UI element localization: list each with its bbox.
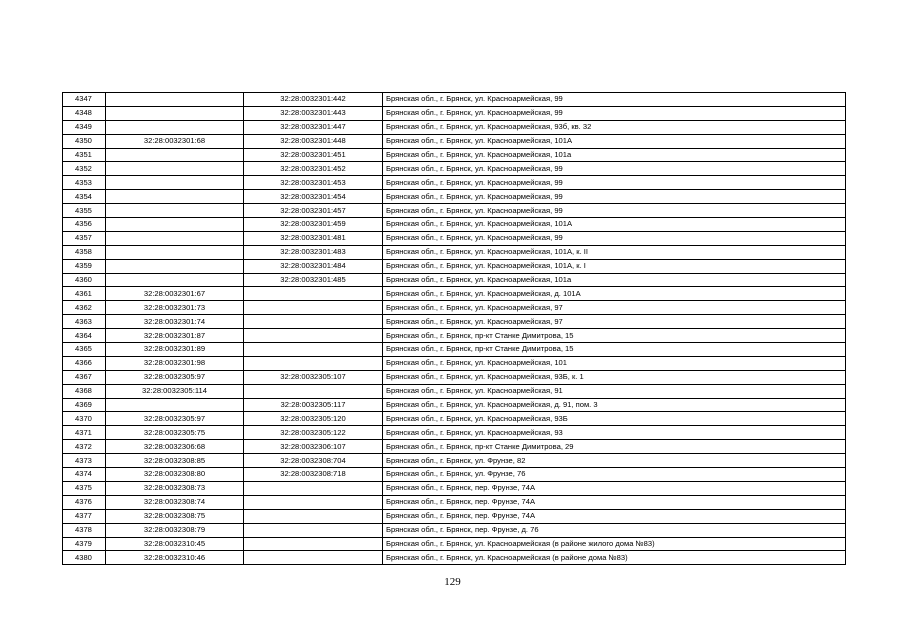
address-cell: Брянская обл., г. Брянск, ул. Красноармейская, 99 bbox=[383, 162, 846, 176]
row-number-cell: 4361 bbox=[63, 287, 106, 301]
land-cadastral-number-cell bbox=[106, 259, 244, 273]
address-cell: Брянская обл., г. Брянск, ул. Красноармейская, 93б, кв. 32 bbox=[383, 120, 846, 134]
table-row bbox=[63, 134, 846, 148]
object-cadastral-number-cell: 32:28:0032301:447 bbox=[244, 120, 383, 134]
table-row bbox=[63, 384, 846, 398]
table-row bbox=[63, 454, 846, 468]
row-number-cell: 4365 bbox=[63, 343, 106, 357]
row-number-cell: 4364 bbox=[63, 329, 106, 343]
row-number-cell: 4378 bbox=[63, 523, 106, 537]
address-cell: Брянская обл., г. Брянск, пер. Фрунзе, 74А bbox=[383, 481, 846, 495]
land-cadastral-number-cell: 32:28:0032301:89 bbox=[106, 343, 244, 357]
table-row bbox=[63, 162, 846, 176]
table-row bbox=[63, 495, 846, 509]
land-cadastral-number-cell: 32:28:0032308:74 bbox=[106, 495, 244, 509]
object-cadastral-number-cell: 32:28:0032301:453 bbox=[244, 176, 383, 190]
row-number-cell: 4359 bbox=[63, 259, 106, 273]
row-number-cell: 4368 bbox=[63, 384, 106, 398]
land-cadastral-number-cell bbox=[106, 398, 244, 412]
address-cell: Брянская обл., г. Брянск, ул. Красноармейская, 93Б, к. 1 bbox=[383, 370, 846, 384]
row-number-cell: 4356 bbox=[63, 218, 106, 232]
row-number-cell: 4377 bbox=[63, 509, 106, 523]
address-cell: Брянская обл., г. Брянск, пер. Фрунзе, д. 76 bbox=[383, 523, 846, 537]
address-cell: Брянская обл., г. Брянск, ул. Красноармейская, 97 bbox=[383, 301, 846, 315]
address-cell: Брянская обл., г. Брянск, пр-кт Станке Димитрова, 15 bbox=[383, 329, 846, 343]
object-cadastral-number-cell bbox=[244, 495, 383, 509]
table-row bbox=[63, 315, 846, 329]
table-row bbox=[63, 176, 846, 190]
land-cadastral-number-cell: 32:28:0032308:79 bbox=[106, 523, 244, 537]
table-row bbox=[63, 551, 846, 565]
table-row bbox=[63, 245, 846, 259]
land-cadastral-number-cell bbox=[106, 106, 244, 120]
row-number-cell: 4376 bbox=[63, 495, 106, 509]
land-cadastral-number-cell: 32:28:0032301:67 bbox=[106, 287, 244, 301]
row-number-cell: 4350 bbox=[63, 134, 106, 148]
address-cell: Брянская обл., г. Брянск, ул. Красноармейская, 93 bbox=[383, 426, 846, 440]
address-cell: Брянская обл., г. Брянск, ул. Фрунзе, 76 bbox=[383, 468, 846, 482]
land-cadastral-number-cell: 32:28:0032308:75 bbox=[106, 509, 244, 523]
object-cadastral-number-cell bbox=[244, 384, 383, 398]
table-body bbox=[63, 93, 846, 565]
address-cell: Брянская обл., г. Брянск, ул. Красноармейская, 93Б bbox=[383, 412, 846, 426]
land-cadastral-number-cell: 32:28:0032308:80 bbox=[106, 468, 244, 482]
row-number-cell: 4355 bbox=[63, 204, 106, 218]
row-number-cell: 4367 bbox=[63, 370, 106, 384]
row-number-cell: 4369 bbox=[63, 398, 106, 412]
row-number-cell: 4351 bbox=[63, 148, 106, 162]
object-cadastral-number-cell bbox=[244, 551, 383, 565]
address-cell: Брянская обл., г. Брянск, ул. Красноармейская, 99 bbox=[383, 204, 846, 218]
land-cadastral-number-cell: 32:28:0032301:87 bbox=[106, 329, 244, 343]
address-cell: Брянская обл., г. Брянск, ул. Красноармейская, 101А, к. II bbox=[383, 245, 846, 259]
table-row bbox=[63, 481, 846, 495]
row-number-cell: 4358 bbox=[63, 245, 106, 259]
row-number-cell: 4373 bbox=[63, 454, 106, 468]
land-cadastral-number-cell bbox=[106, 273, 244, 287]
table-row bbox=[63, 287, 846, 301]
table-row bbox=[63, 273, 846, 287]
object-cadastral-number-cell: 32:28:0032305:122 bbox=[244, 426, 383, 440]
table-row bbox=[63, 356, 846, 370]
table-row bbox=[63, 509, 846, 523]
address-cell: Брянская обл., г. Брянск, ул. Красноармейская, д. 91, пом. 3 bbox=[383, 398, 846, 412]
object-cadastral-number-cell: 32:28:0032301:485 bbox=[244, 273, 383, 287]
row-number-cell: 4362 bbox=[63, 301, 106, 315]
row-number-cell: 4348 bbox=[63, 106, 106, 120]
object-cadastral-number-cell bbox=[244, 287, 383, 301]
object-cadastral-number-cell: 32:28:0032306:107 bbox=[244, 440, 383, 454]
address-cell: Брянская обл., г. Брянск, ул. Красноармейская, 91 bbox=[383, 384, 846, 398]
object-cadastral-number-cell: 32:28:0032305:117 bbox=[244, 398, 383, 412]
address-cell: Брянская обл., г. Брянск, ул. Красноармейская, 101А bbox=[383, 218, 846, 232]
object-cadastral-number-cell bbox=[244, 481, 383, 495]
object-cadastral-number-cell bbox=[244, 537, 383, 551]
address-cell: Брянская обл., г. Брянск, ул. Красноармейская, 99 bbox=[383, 93, 846, 107]
address-cell: Брянская обл., г. Брянск, ул. Красноармейская, 101а bbox=[383, 148, 846, 162]
row-number-cell: 4363 bbox=[63, 315, 106, 329]
land-cadastral-number-cell: 32:28:0032301:74 bbox=[106, 315, 244, 329]
land-cadastral-number-cell: 32:28:0032305:97 bbox=[106, 370, 244, 384]
object-cadastral-number-cell: 32:28:0032308:704 bbox=[244, 454, 383, 468]
land-cadastral-number-cell: 32:28:0032310:46 bbox=[106, 551, 244, 565]
object-cadastral-number-cell: 32:28:0032301:443 bbox=[244, 106, 383, 120]
land-cadastral-number-cell: 32:28:0032305:75 bbox=[106, 426, 244, 440]
table-row bbox=[63, 468, 846, 482]
object-cadastral-number-cell: 32:28:0032305:120 bbox=[244, 412, 383, 426]
object-cadastral-number-cell bbox=[244, 301, 383, 315]
row-number-cell: 4354 bbox=[63, 190, 106, 204]
object-cadastral-number-cell: 32:28:0032301:459 bbox=[244, 218, 383, 232]
land-cadastral-number-cell: 32:28:0032310:45 bbox=[106, 537, 244, 551]
land-cadastral-number-cell bbox=[106, 162, 244, 176]
land-cadastral-number-cell: 32:28:0032306:68 bbox=[106, 440, 244, 454]
row-number-cell: 4352 bbox=[63, 162, 106, 176]
object-cadastral-number-cell: 32:28:0032301:484 bbox=[244, 259, 383, 273]
row-number-cell: 4374 bbox=[63, 468, 106, 482]
object-cadastral-number-cell: 32:28:0032301:448 bbox=[244, 134, 383, 148]
object-cadastral-number-cell: 32:28:0032301:442 bbox=[244, 93, 383, 107]
object-cadastral-number-cell bbox=[244, 329, 383, 343]
page-number: 129 bbox=[444, 576, 461, 588]
land-cadastral-number-cell: 32:28:0032301:98 bbox=[106, 356, 244, 370]
address-cell: Брянская обл., г. Брянск, ул. Красноармейская, 99 bbox=[383, 176, 846, 190]
table-row bbox=[63, 329, 846, 343]
object-cadastral-number-cell: 32:28:0032308:718 bbox=[244, 468, 383, 482]
address-cell: Брянская обл., г. Брянск, ул. Красноармейская, 101а bbox=[383, 273, 846, 287]
object-cadastral-number-cell bbox=[244, 315, 383, 329]
table-row bbox=[63, 231, 846, 245]
row-number-cell: 4349 bbox=[63, 120, 106, 134]
table-row bbox=[63, 148, 846, 162]
address-cell: Брянская обл., г. Брянск, ул. Красноармейская, 101А bbox=[383, 134, 846, 148]
address-cell: Брянская обл., г. Брянск, ул. Красноармейская, 99 bbox=[383, 231, 846, 245]
land-cadastral-number-cell bbox=[106, 176, 244, 190]
land-cadastral-number-cell bbox=[106, 120, 244, 134]
object-cadastral-number-cell: 32:28:0032301:483 bbox=[244, 245, 383, 259]
address-cell: Брянская обл., г. Брянск, ул. Красноармейская (в районе жилого дома №83) bbox=[383, 537, 846, 551]
land-cadastral-number-cell bbox=[106, 148, 244, 162]
table-row bbox=[63, 343, 846, 357]
table-row bbox=[63, 120, 846, 134]
address-cell: Брянская обл., г. Брянск, ул. Красноармейская, 101А, к. I bbox=[383, 259, 846, 273]
table-row bbox=[63, 426, 846, 440]
table-row bbox=[63, 301, 846, 315]
table-row bbox=[63, 93, 846, 107]
row-number-cell: 4357 bbox=[63, 231, 106, 245]
land-cadastral-number-cell: 32:28:0032308:73 bbox=[106, 481, 244, 495]
table-row bbox=[63, 370, 846, 384]
object-cadastral-number-cell: 32:28:0032301:481 bbox=[244, 231, 383, 245]
table-row bbox=[63, 259, 846, 273]
row-number-cell: 4366 bbox=[63, 356, 106, 370]
address-cell: Брянская обл., г. Брянск, пер. Фрунзе, 74А bbox=[383, 495, 846, 509]
row-number-cell: 4380 bbox=[63, 551, 106, 565]
row-number-cell: 4360 bbox=[63, 273, 106, 287]
land-cadastral-number-cell: 32:28:0032301:68 bbox=[106, 134, 244, 148]
object-cadastral-number-cell bbox=[244, 343, 383, 357]
address-cell: Брянская обл., г. Брянск, ул. Красноармейская, 99 bbox=[383, 190, 846, 204]
object-cadastral-number-cell: 32:28:0032301:454 bbox=[244, 190, 383, 204]
land-cadastral-number-cell: 32:28:0032301:73 bbox=[106, 301, 244, 315]
land-cadastral-number-cell: 32:28:0032305:114 bbox=[106, 384, 244, 398]
address-cell: Брянская обл., г. Брянск, ул. Фрунзе, 82 bbox=[383, 454, 846, 468]
object-cadastral-number-cell: 32:28:0032301:452 bbox=[244, 162, 383, 176]
object-cadastral-number-cell: 32:28:0032305:107 bbox=[244, 370, 383, 384]
table-row bbox=[63, 190, 846, 204]
row-number-cell: 4372 bbox=[63, 440, 106, 454]
land-cadastral-number-cell: 32:28:0032308:85 bbox=[106, 454, 244, 468]
table-row bbox=[63, 537, 846, 551]
object-cadastral-number-cell bbox=[244, 523, 383, 537]
row-number-cell: 4379 bbox=[63, 537, 106, 551]
land-cadastral-number-cell bbox=[106, 204, 244, 218]
address-cell: Брянская обл., г. Брянск, ул. Красноармейская, 97 bbox=[383, 315, 846, 329]
property-table bbox=[62, 92, 846, 565]
table-row bbox=[63, 398, 846, 412]
row-number-cell: 4353 bbox=[63, 176, 106, 190]
address-cell: Брянская обл., г. Брянск, ул. Красноармейская, 101 bbox=[383, 356, 846, 370]
object-cadastral-number-cell: 32:28:0032301:457 bbox=[244, 204, 383, 218]
row-number-cell: 4371 bbox=[63, 426, 106, 440]
object-cadastral-number-cell: 32:28:0032301:451 bbox=[244, 148, 383, 162]
address-cell: Брянская обл., г. Брянск, пр-кт Станке Димитрова, 15 bbox=[383, 343, 846, 357]
row-number-cell: 4375 bbox=[63, 481, 106, 495]
land-cadastral-number-cell: 32:28:0032305:97 bbox=[106, 412, 244, 426]
land-cadastral-number-cell bbox=[106, 231, 244, 245]
object-cadastral-number-cell bbox=[244, 356, 383, 370]
object-cadastral-number-cell bbox=[244, 509, 383, 523]
land-cadastral-number-cell bbox=[106, 190, 244, 204]
row-number-cell: 4347 bbox=[63, 93, 106, 107]
table-row bbox=[63, 412, 846, 426]
address-cell: Брянская обл., г. Брянск, ул. Красноармейская, 99 bbox=[383, 106, 846, 120]
address-cell: Брянская обл., г. Брянск, ул. Красноармейская, д. 101А bbox=[383, 287, 846, 301]
row-number-cell: 4370 bbox=[63, 412, 106, 426]
address-cell: Брянская обл., г. Брянск, пер. Фрунзе, 74А bbox=[383, 509, 846, 523]
land-cadastral-number-cell bbox=[106, 218, 244, 232]
land-cadastral-number-cell bbox=[106, 245, 244, 259]
table-row bbox=[63, 106, 846, 120]
table-row bbox=[63, 440, 846, 454]
address-cell: Брянская обл., г. Брянск, пр-кт Станке Димитрова, 29 bbox=[383, 440, 846, 454]
table-row bbox=[63, 523, 846, 537]
land-cadastral-number-cell bbox=[106, 93, 244, 107]
table-row bbox=[63, 218, 846, 232]
address-cell: Брянская обл., г. Брянск, ул. Красноармейская (в районе дома №83) bbox=[383, 551, 846, 565]
table-row bbox=[63, 204, 846, 218]
